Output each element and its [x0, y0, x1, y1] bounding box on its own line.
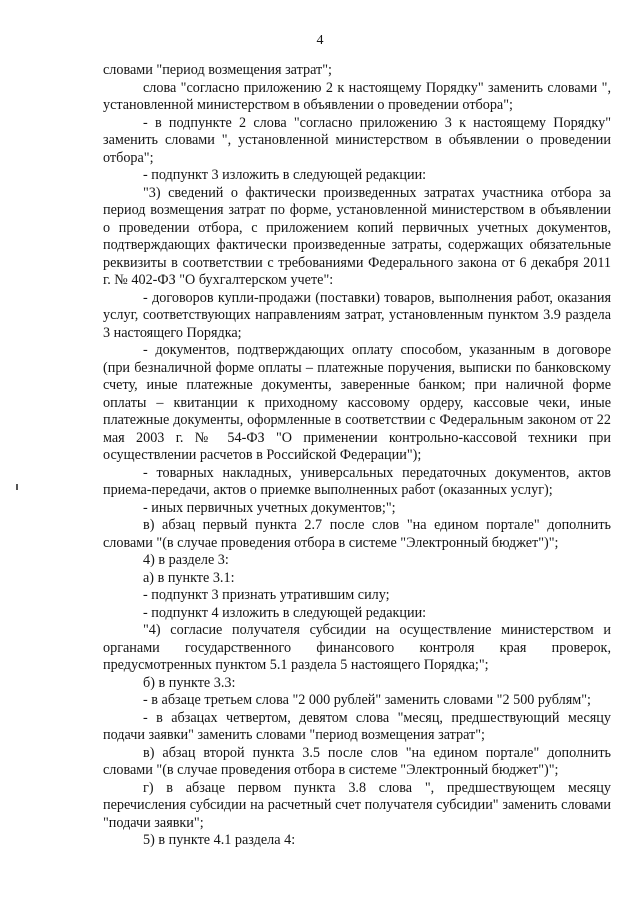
paragraph: в) абзац второй пункта 3.5 после слов "на едином портале" дополнить словами "(в случае проведения отбора в системе "Электронный бюджет")";: [103, 744, 611, 778]
paragraph: слова "согласно приложению 2 к настоящему Порядку" заменить словами ", установленной министерством в объявлении о проведении отбора";: [103, 79, 611, 113]
paragraph: б) в пункте 3.3:: [143, 674, 236, 691]
paragraph: 5) в пункте 4.1 раздела 4:: [143, 832, 296, 848]
page-number: 4: [316, 33, 324, 48]
margin-mark: [16, 484, 18, 490]
paragraph: - договоров купли-продажи (поставки) товаров, выполнения работ, оказания услуг, соответствующих направлениям затрат, установленным пунктом 3.9 раздела 3 настоящего Порядка;: [103, 289, 611, 341]
paragraph: "4) согласие получателя субсидии на осуществление министерством и органами государственного финансового контроля края проверок, предусмотренных пунктом 5.1 раздела 5 настоящего Порядка;";: [103, 622, 611, 673]
paragraph: а) в пункте 3.1:: [143, 569, 235, 586]
document-body: [103, 62, 611, 850]
paragraph: 4) в разделе 3:: [143, 552, 229, 568]
paragraph: - в подпункте 2 слова "согласно приложению 3 к настоящему Порядку" заменить словами ", установленной министерством в объявлении о проведении отбора";: [103, 114, 611, 166]
paragraph: г) в абзаце первом пункта 3.8 слова ", предшествующем месяцу перечисления субсидии на расчетный счет получателя субсидии" заменить словами "подачи заявки";: [103, 779, 611, 831]
paragraph: словами "период возмещения затрат";: [103, 62, 332, 78]
paragraph: - товарных накладных, универсальных передаточных документов, актов приема-передачи, актов о приемке выполненных работ (оказанных услуг);: [103, 464, 611, 498]
paragraph: в) абзац первый пункта 2.7 после слов "на едином портале" дополнить словами "(в случае проведения отбора в системе "Электронный бюджет")";: [103, 517, 611, 551]
paragraph: - иных первичных учетных документов;";: [143, 499, 396, 516]
paragraph: - подпункт 3 изложить в следующей редакции:: [143, 167, 427, 183]
paragraph: - документов, подтверждающих оплату способом, указанным в договоре (при безналичной форме оплаты – платежные поручения, выписки по банковскому счету, иные платежные документы, заверенные банком; при наличной форме оплаты – квитанции к приходному кассовому ордеру, кассовые чеки, иные платежные документы, оформленные в соответствии с Федеральным законом от 22 мая 2003 г. № 54-ФЗ "О применении контрольно-кассовой техники при осуществлении расчетов в Российской Федерации");: [103, 342, 611, 463]
paragraph: - в абзацах четвертом, девятом слова "месяц, предшествующий месяцу подачи заявки" заменить словами "период возмещения затрат";: [103, 709, 611, 743]
paragraph: - в абзаце третьем слова "2 000 рублей" заменить словами "2 500 рублям";: [143, 692, 591, 708]
paragraph: "3) сведений о фактически произведенных затратах участника отбора за период возмещения затрат по форме, установленной министерством в объявлении о проведении отбора, с приложением копий первичных учетных документов, подтверждающих фактически произведенные затраты, содержащих обязательные реквизиты в соответствии с требованиями Федерального закона от 6 декабря 2011 г. № 402-ФЗ "О бухгалтерском учете":: [103, 184, 611, 288]
paragraph: - подпункт 4 изложить в следующей редакции:: [143, 604, 427, 621]
paragraph: - подпункт 3 признать утратившим силу;: [143, 587, 390, 603]
